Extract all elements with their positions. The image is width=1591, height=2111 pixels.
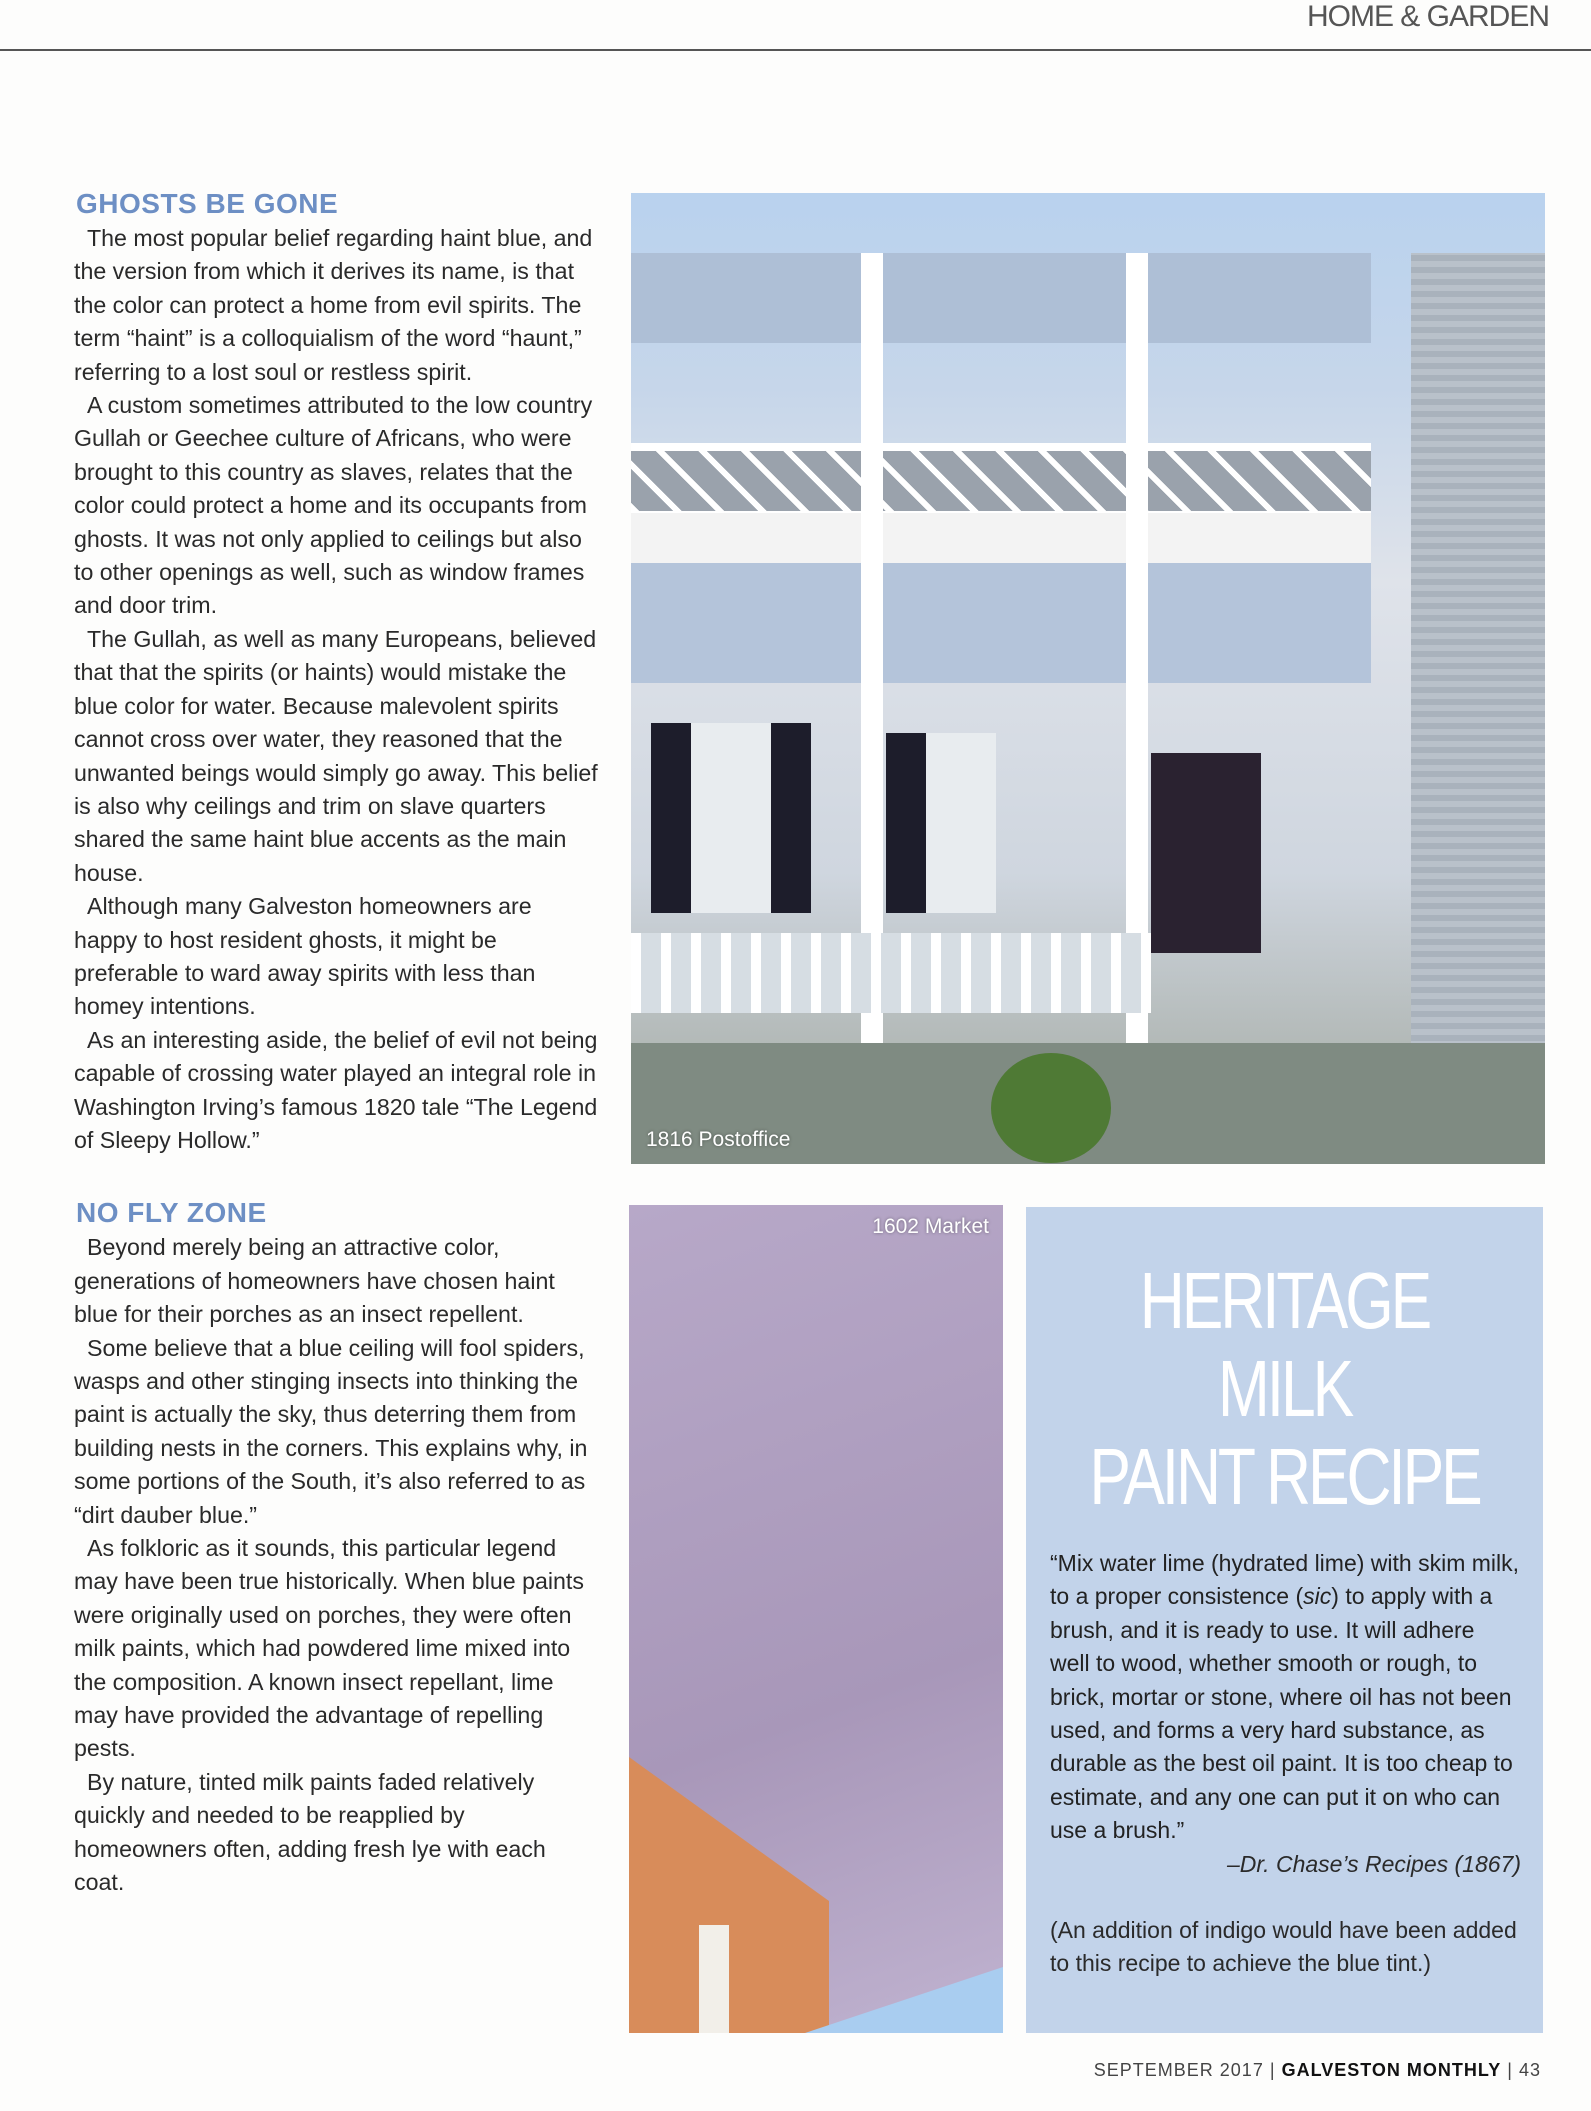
sky (799, 1965, 1003, 2033)
recipe-quote (1050, 1547, 1519, 1848)
sidebar-title-line1: HERITAGE MILK (1139, 1256, 1430, 1433)
photo-postoffice-house (631, 193, 1545, 1164)
paragraph: The Gullah, as well as many Europeans, believed that that the spirits (or haints) would mistake the blue color for water. Because malevolent spirits cannot cross over water, they reasoned that the unwanted beings would simply go away. This belief is also why ceilings and trim on slave quarters shared the same haint blue accents as the main house. (74, 625, 598, 886)
photo-caption-postoffice: 1816 Postoffice (646, 1128, 791, 1151)
photo-caption-market: 1602 Market (872, 1215, 989, 1238)
footer-separator: | (1269, 2060, 1276, 2080)
photo-market-porch-ceiling (629, 1205, 1003, 2033)
footer-magazine: GALVESTON MONTHLY (1281, 2060, 1502, 2080)
shutter (771, 723, 811, 913)
paragraph: Some believe that a blue ceiling will fool spiders, wasps and other stinging insects into thinking the paint is actually the sky, thus deterring them from building nests in the corners. This explains why, in some portions of the South, it’s also referred to as “dirt dauber blue.” (74, 1334, 588, 1528)
paragraph: The most popular belief regarding haint blue, and the version from which it derives its name, is that the color can protect a home from evil spirits. The term “haint” is a colloquialism of the word “haunt,” referring to a lost soul or restless spirit. (74, 225, 593, 385)
article-column (74, 188, 599, 1900)
heading-no-fly-zone: NO FLY ZONE (76, 1197, 267, 1229)
upper-floor-band (631, 513, 1371, 563)
paragraph: Although many Galveston homeowners are happy to host resident ghosts, it might be preferable to ward away spirits with less than homey intentions. (74, 893, 536, 1020)
window-frame (699, 1925, 729, 2033)
paragraph: A custom sometimes attributed to the low country Gullah or Geechee culture of Africans, who were brought to this country as slaves, relates that the color could protect a home and its occupants from ghosts. It was not only applied to ceilings but also to other openings as well, such as window frames and door trim. (74, 392, 593, 619)
footer-date: SEPTEMBER 2017 (1093, 2060, 1264, 2080)
sidebar-recipe-box (1026, 1207, 1543, 2033)
shutter (886, 733, 926, 913)
window (926, 733, 996, 913)
quote-sic: sic (1303, 1583, 1332, 1610)
heading-ghosts-be-gone: GHOSTS BE GONE (76, 188, 339, 219)
sidebar-title-line2: PAINT RECIPE (1089, 1432, 1480, 1521)
upper-railing (631, 443, 1371, 519)
quote-text: ) to apply with a brush, and it is ready to use. It will adhere well to wood, whether smooth or rough, to brick, mortar or stone, where oil has not been used, and forms a very hard substance, as durable as the best oil paint. It is too cheap to estimate, and any one can put it on who can use a brush.” (1050, 1583, 1513, 1844)
quote-text: “Mix water lime (hydrated lime) with skim milk, to a proper consistence ( (1050, 1550, 1520, 1610)
page-number: 43 (1518, 2060, 1541, 2080)
footer-separator: | (1507, 2060, 1513, 2080)
paragraph: As an interesting aside, the belief of evil not being capable of crossing water played an integral role in Washington Irving’s famous 1820 tale “The Legend of Sleepy Hollow.” (74, 1026, 598, 1153)
flowering-shrub (991, 1053, 1111, 1163)
window (691, 723, 771, 913)
orange-wall (629, 1685, 829, 2033)
shutter (651, 723, 691, 913)
recipe-note: (An addition of indigo would have been added to this recipe to achieve the blue tint.) (1050, 1917, 1517, 1977)
door (1151, 753, 1261, 953)
paragraph: Beyond merely being an attractive color, generations of homeowners have chosen haint blue for their porches as an insect repellent. (74, 1234, 555, 1328)
sidebar-title (1083, 1257, 1486, 1521)
house-siding (1411, 253, 1545, 1053)
lower-railing (631, 933, 1151, 1013)
header-rule (0, 49, 1591, 51)
upper-porch-ceiling (631, 253, 1371, 343)
quote-attribution: –Dr. Chase’s Recipes (1867) (1226, 1850, 1521, 1877)
page-footer (1094, 2060, 1541, 2081)
section-label: HOME & GARDEN (1306, 0, 1549, 33)
lower-porch-ceiling (631, 563, 1371, 683)
paragraph: As folkloric as it sounds, this particular legend may have been true historically. When blue paints were originally used on porches, they were often milk paints, which had powdered lime mixed into the composition. A known insect repellant, lime may have provided the advantage of repelling pests. (74, 1535, 584, 1762)
paragraph: By nature, tinted milk paints faded relatively quickly and needed to be reapplied by homeowners often, adding fresh lye with each coat. (74, 1768, 546, 1896)
